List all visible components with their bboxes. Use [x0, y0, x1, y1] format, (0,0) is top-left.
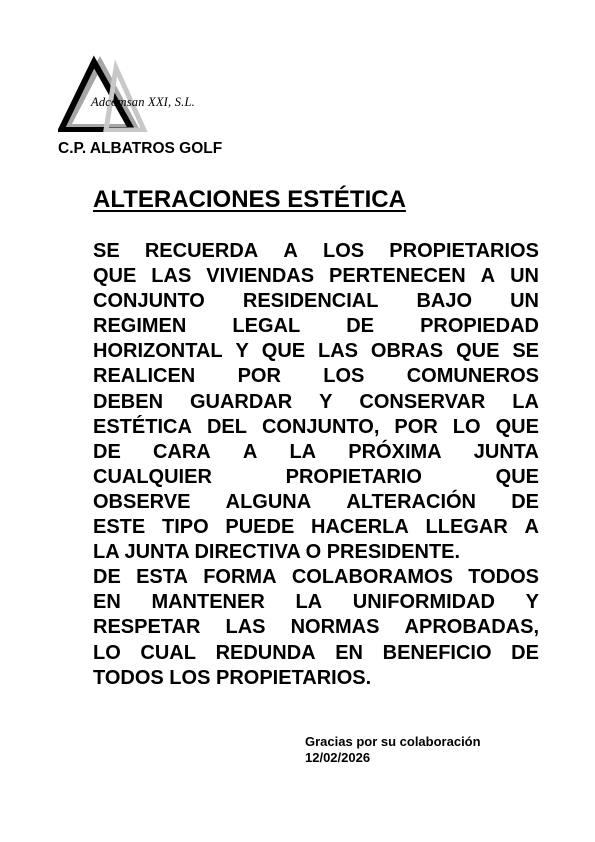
notice-word: MANTENER — [151, 591, 265, 614]
notice-line — [93, 641, 539, 666]
notice-word: OBRAS — [370, 340, 444, 363]
notice-word: LOS — [323, 240, 365, 262]
notice-word: TIPO — [161, 516, 209, 539]
notice-word: BAJO — [416, 290, 473, 313]
notice-title: ALTERACIONES ESTÉTICA — [93, 186, 406, 213]
notice-word: COMUNEROS — [406, 365, 539, 388]
notice-word: ESTÉTICA — [93, 415, 192, 438]
notice-line: LA JUNTA DIRECTIVA O PRESIDENTE. — [93, 541, 461, 564]
notice-word: LLEGAR — [425, 516, 508, 539]
notice-line — [93, 339, 539, 364]
notice-word: PROPIETARIOS — [389, 240, 539, 262]
notice-word: CUALQUIER — [93, 465, 212, 488]
notice-word: LAS — [318, 340, 359, 363]
notice-word: CONJUNTO, — [261, 415, 380, 438]
notice-word: Y — [235, 340, 249, 363]
notice-line — [93, 440, 539, 465]
notice-date: 12/02/2026 — [305, 750, 371, 765]
notice-word: VIVIENDAS — [206, 265, 315, 288]
notice-word: TODOS — [468, 566, 539, 589]
notice-line — [93, 415, 539, 440]
notice-line — [93, 239, 539, 264]
notice-word: ESTA — [136, 566, 188, 589]
notice-line — [93, 565, 539, 590]
notice-word: REDUNDA — [215, 641, 316, 664]
notice-word: NORMAS — [290, 616, 380, 639]
notice-body — [93, 239, 539, 691]
notice-word: REALICEN — [93, 365, 196, 388]
notice-word: JUNTA — [473, 440, 539, 463]
notice-word: LAS — [225, 616, 266, 639]
notice-word: COLABORAMOS — [291, 566, 453, 589]
notice-word: ALTERACIÓN — [346, 490, 476, 513]
company-logo-icon — [58, 54, 210, 132]
notice-word: QUE — [495, 415, 539, 438]
notice-word: PERTENECEN — [329, 265, 466, 288]
notice-word: LA — [289, 440, 317, 463]
notice-word: REGIMEN — [93, 315, 187, 338]
notice-word: LEGAL — [232, 315, 301, 338]
community-name: C.P. ALBATROS GOLF — [58, 140, 223, 157]
notice-word: POR — [237, 365, 281, 388]
notice-word: APROBADAS, — [404, 616, 539, 639]
notice-word: A — [524, 516, 539, 539]
notice-word: LA — [512, 390, 539, 413]
notice-word: QUE — [261, 340, 306, 363]
notice-word: POR — [394, 415, 438, 438]
notice-word: DE — [93, 440, 121, 463]
notice-word: HORIZONTAL — [93, 340, 223, 363]
notice-word: GUARDAR — [189, 390, 293, 413]
notice-word: PRÓXIMA — [348, 440, 442, 463]
notice-line — [93, 314, 539, 339]
notice-word: DE — [511, 490, 539, 513]
notice-word: OBSERVE — [93, 490, 191, 513]
notice-word: QUE — [93, 265, 137, 288]
notice-word: EN — [93, 591, 121, 614]
notice-word: SE — [512, 340, 539, 363]
notice-word: FORMA — [203, 566, 277, 589]
thanks-text: Gracias por su colaboración — [305, 734, 481, 749]
notice-word: DEBEN — [93, 390, 164, 413]
notice-word: PROPIETARIO — [285, 465, 422, 488]
notice-word: CONJUNTO — [93, 290, 205, 313]
notice-word: EN — [335, 641, 363, 664]
notice-word: DE — [511, 641, 539, 664]
notice-line — [93, 364, 539, 389]
notice-line — [93, 289, 539, 314]
notice-line — [93, 590, 539, 615]
notice-line — [93, 264, 539, 289]
notice-word: UN — [510, 265, 539, 288]
notice-line — [93, 490, 539, 515]
notice-line — [93, 465, 539, 490]
notice-word: DE — [93, 566, 121, 589]
notice-word: Y — [319, 390, 333, 413]
notice-line: TODOS LOS PROPIETARIOS. — [93, 666, 372, 689]
notice-line — [93, 390, 539, 415]
notice-word: RESPETAR — [93, 616, 201, 639]
notice-word: HACERLA — [311, 516, 409, 539]
notice-word: BENEFICIO — [382, 641, 492, 664]
notice-word: RESIDENCIAL — [242, 290, 379, 313]
notice-word: ALGUNA — [225, 490, 312, 513]
notice-word: CUAL — [140, 641, 196, 664]
notice-line — [93, 515, 539, 540]
notice-word: UN — [510, 290, 539, 313]
notice-word: PROPIEDAD — [420, 315, 539, 338]
notice-line — [93, 615, 539, 640]
notice-word: CONSERVAR — [359, 390, 486, 413]
notice-word: LOS — [323, 365, 365, 388]
company-name: Adcomsan XXI, S.L. — [91, 95, 195, 109]
notice-word: QUE — [456, 340, 500, 363]
notice-word: ESTE — [93, 516, 146, 539]
notice-word: LA — [295, 591, 323, 614]
notice-word: RECUERDA — [144, 240, 259, 262]
notice-word: CARA — [152, 440, 211, 463]
notice-word: LO — [452, 415, 481, 438]
notice-word: LO — [93, 641, 121, 664]
notice-word: A — [242, 440, 258, 463]
notice-word: LAS — [151, 265, 192, 288]
notice-word: A — [480, 265, 496, 288]
notice-word: UNIFORMIDAD — [352, 591, 495, 614]
notice-word: Y — [525, 591, 539, 614]
notice-word: A — [283, 240, 298, 262]
notice-word: QUE — [495, 465, 539, 488]
notice-word: PUEDE — [225, 516, 295, 539]
notice-word: DEL — [206, 415, 247, 438]
footer — [305, 734, 481, 766]
notice-word: DE — [346, 315, 375, 338]
notice-word: SE — [93, 240, 120, 262]
